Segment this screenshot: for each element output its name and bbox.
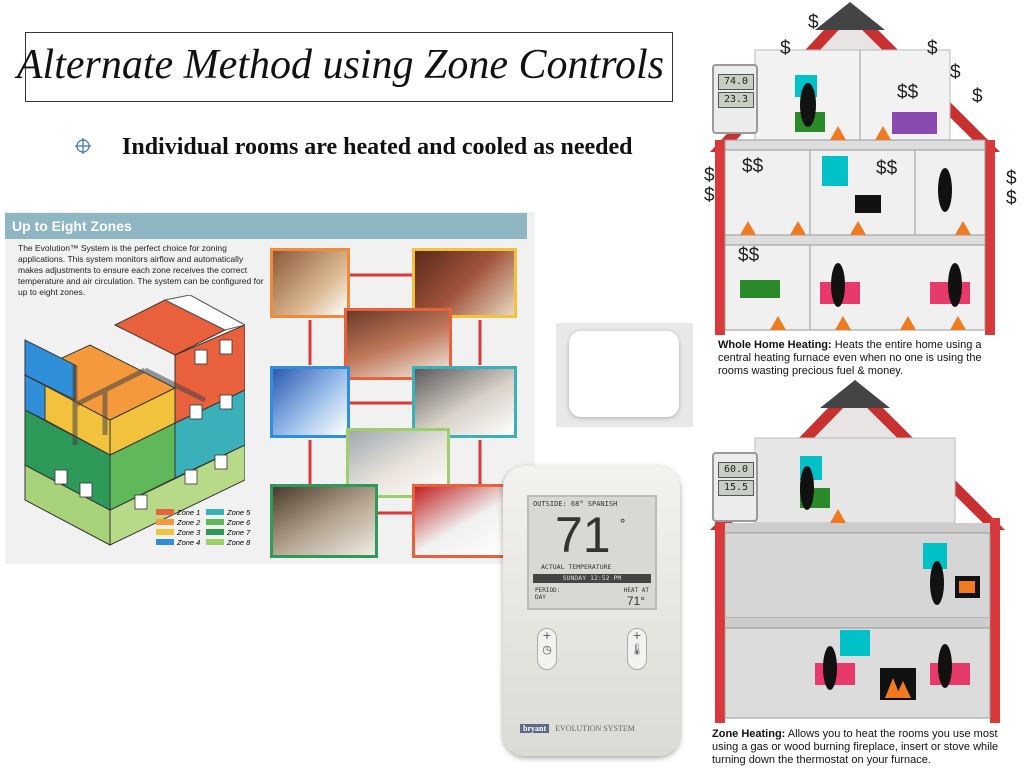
zone-home-thermometer: [712, 452, 758, 522]
legend-zone-7: [206, 528, 256, 537]
room-photo-family-room: [270, 484, 378, 558]
brand-name: bryant: [520, 724, 549, 733]
legend-zone-5: [206, 508, 256, 517]
zones-description: The Evolution™ System is the perfect choice for zoning applications. This system monitors airflow and automatically makes adjustments to ensure each zone receives the correct temperature and air circulation. The system can be configured for up to eight zones.: [18, 243, 264, 297]
zone-legend: [156, 507, 256, 547]
legend-zone-1: [156, 508, 206, 517]
title-box: [16, 32, 673, 102]
legend-label: Zone 7: [227, 527, 251, 537]
dollar-sign: $: [704, 185, 715, 206]
legend-label: Zone 3: [177, 527, 201, 537]
caption-text: Heats the entire home using a central heating furnace even when no one is using the rooms wasting precious fuel & money.: [718, 339, 982, 377]
dollar-sign: $: [780, 38, 791, 59]
degree-symbol: °: [619, 517, 627, 531]
dollar-sign: $: [1006, 188, 1017, 209]
zone-7-swatch: [206, 529, 224, 535]
left-control-button[interactable]: + ◷: [537, 628, 557, 670]
wireless-sensor-photo: [556, 323, 693, 427]
zone-heating-caption: [712, 728, 1012, 767]
caption-title: Whole Home Heating:: [718, 339, 832, 351]
legend-zone-6: [206, 518, 256, 527]
right-control-button[interactable]: + 🌡: [627, 628, 647, 670]
room-photo-bunk-room: [270, 248, 350, 318]
room-photo-kitchen: [412, 484, 507, 558]
bullet-text: Individual rooms are heated and cooled as needed: [122, 134, 633, 160]
legend-label: Zone 8: [227, 537, 251, 547]
period-readout: [535, 587, 560, 601]
double-dollar-sign: $$: [742, 156, 764, 177]
heat-at-label: HEAT AT: [623, 587, 649, 594]
outside-temp-readout: OUTSIDE: 68° SPANISH: [533, 500, 618, 508]
whole-home-thermometer: [712, 64, 758, 134]
zone-heating-illustration: [705, 378, 1020, 723]
legend-label: Zone 2: [177, 517, 201, 527]
zone-3-swatch: [156, 529, 174, 535]
dollar-sign: $: [927, 38, 938, 59]
zone-8-swatch: [206, 539, 224, 545]
legend-zone-3: [156, 528, 206, 537]
lcd-top-readout: 74.0: [718, 74, 754, 90]
period-label: PERIOD:: [535, 587, 561, 594]
heat-setpoint: 71°: [626, 594, 645, 608]
legend-label: Zone 5: [227, 507, 251, 517]
lcd-bottom-readout: 23.3: [718, 92, 754, 108]
system-name: EVOLUTION SYSTEM: [555, 724, 635, 733]
lcd-top-readout: 60.0: [718, 462, 754, 478]
caption-title: Zone Heating:: [712, 728, 786, 740]
actual-temp-label: ACTUAL TEMPERATURE: [541, 563, 612, 571]
brand-plate: [520, 724, 660, 738]
dollar-sign: $: [950, 62, 961, 83]
zone-5-swatch: [206, 509, 224, 515]
crosshair-bullet-icon: [74, 137, 92, 155]
double-dollar-sign: $$: [876, 158, 898, 179]
thermostat-screen: [527, 495, 657, 610]
zone-2-swatch: [156, 519, 174, 525]
caption-text: Allows you to heat the rooms you use most using a gas or wood burning fireplace, insert or stove while turning down the thermostat on your furnace.: [712, 728, 999, 766]
whole-home-caption: [718, 339, 1008, 378]
lcd-bottom-readout: 15.5: [718, 480, 754, 496]
dollar-sign: $: [704, 165, 715, 186]
current-temperature: 71: [555, 507, 611, 563]
legend-zone-2: [156, 518, 206, 527]
period-value: DAY: [535, 594, 546, 601]
legend-zone-8: [206, 538, 256, 547]
room-photo-kids-room: [270, 366, 350, 438]
zones-panel-header: Up to Eight Zones: [5, 213, 527, 239]
double-dollar-sign: $$: [738, 245, 760, 266]
legend-label: Zone 6: [227, 517, 251, 527]
zone-4-swatch: [156, 539, 174, 545]
legend-label: Zone 4: [177, 537, 201, 547]
dollar-sign: $: [972, 86, 983, 107]
dollar-sign: $: [1006, 168, 1017, 189]
double-dollar-sign: $$: [897, 82, 919, 103]
zone-6-swatch: [206, 519, 224, 525]
legend-zone-4: [156, 538, 206, 547]
legend-label: Zone 1: [177, 507, 201, 517]
zone-1-swatch: [156, 509, 174, 515]
slide-title: Alternate Method using Zone Controls: [16, 42, 664, 88]
day-time-bar: SUNDAY 12:52 PM: [533, 574, 651, 583]
dollar-sign: $: [808, 12, 819, 33]
